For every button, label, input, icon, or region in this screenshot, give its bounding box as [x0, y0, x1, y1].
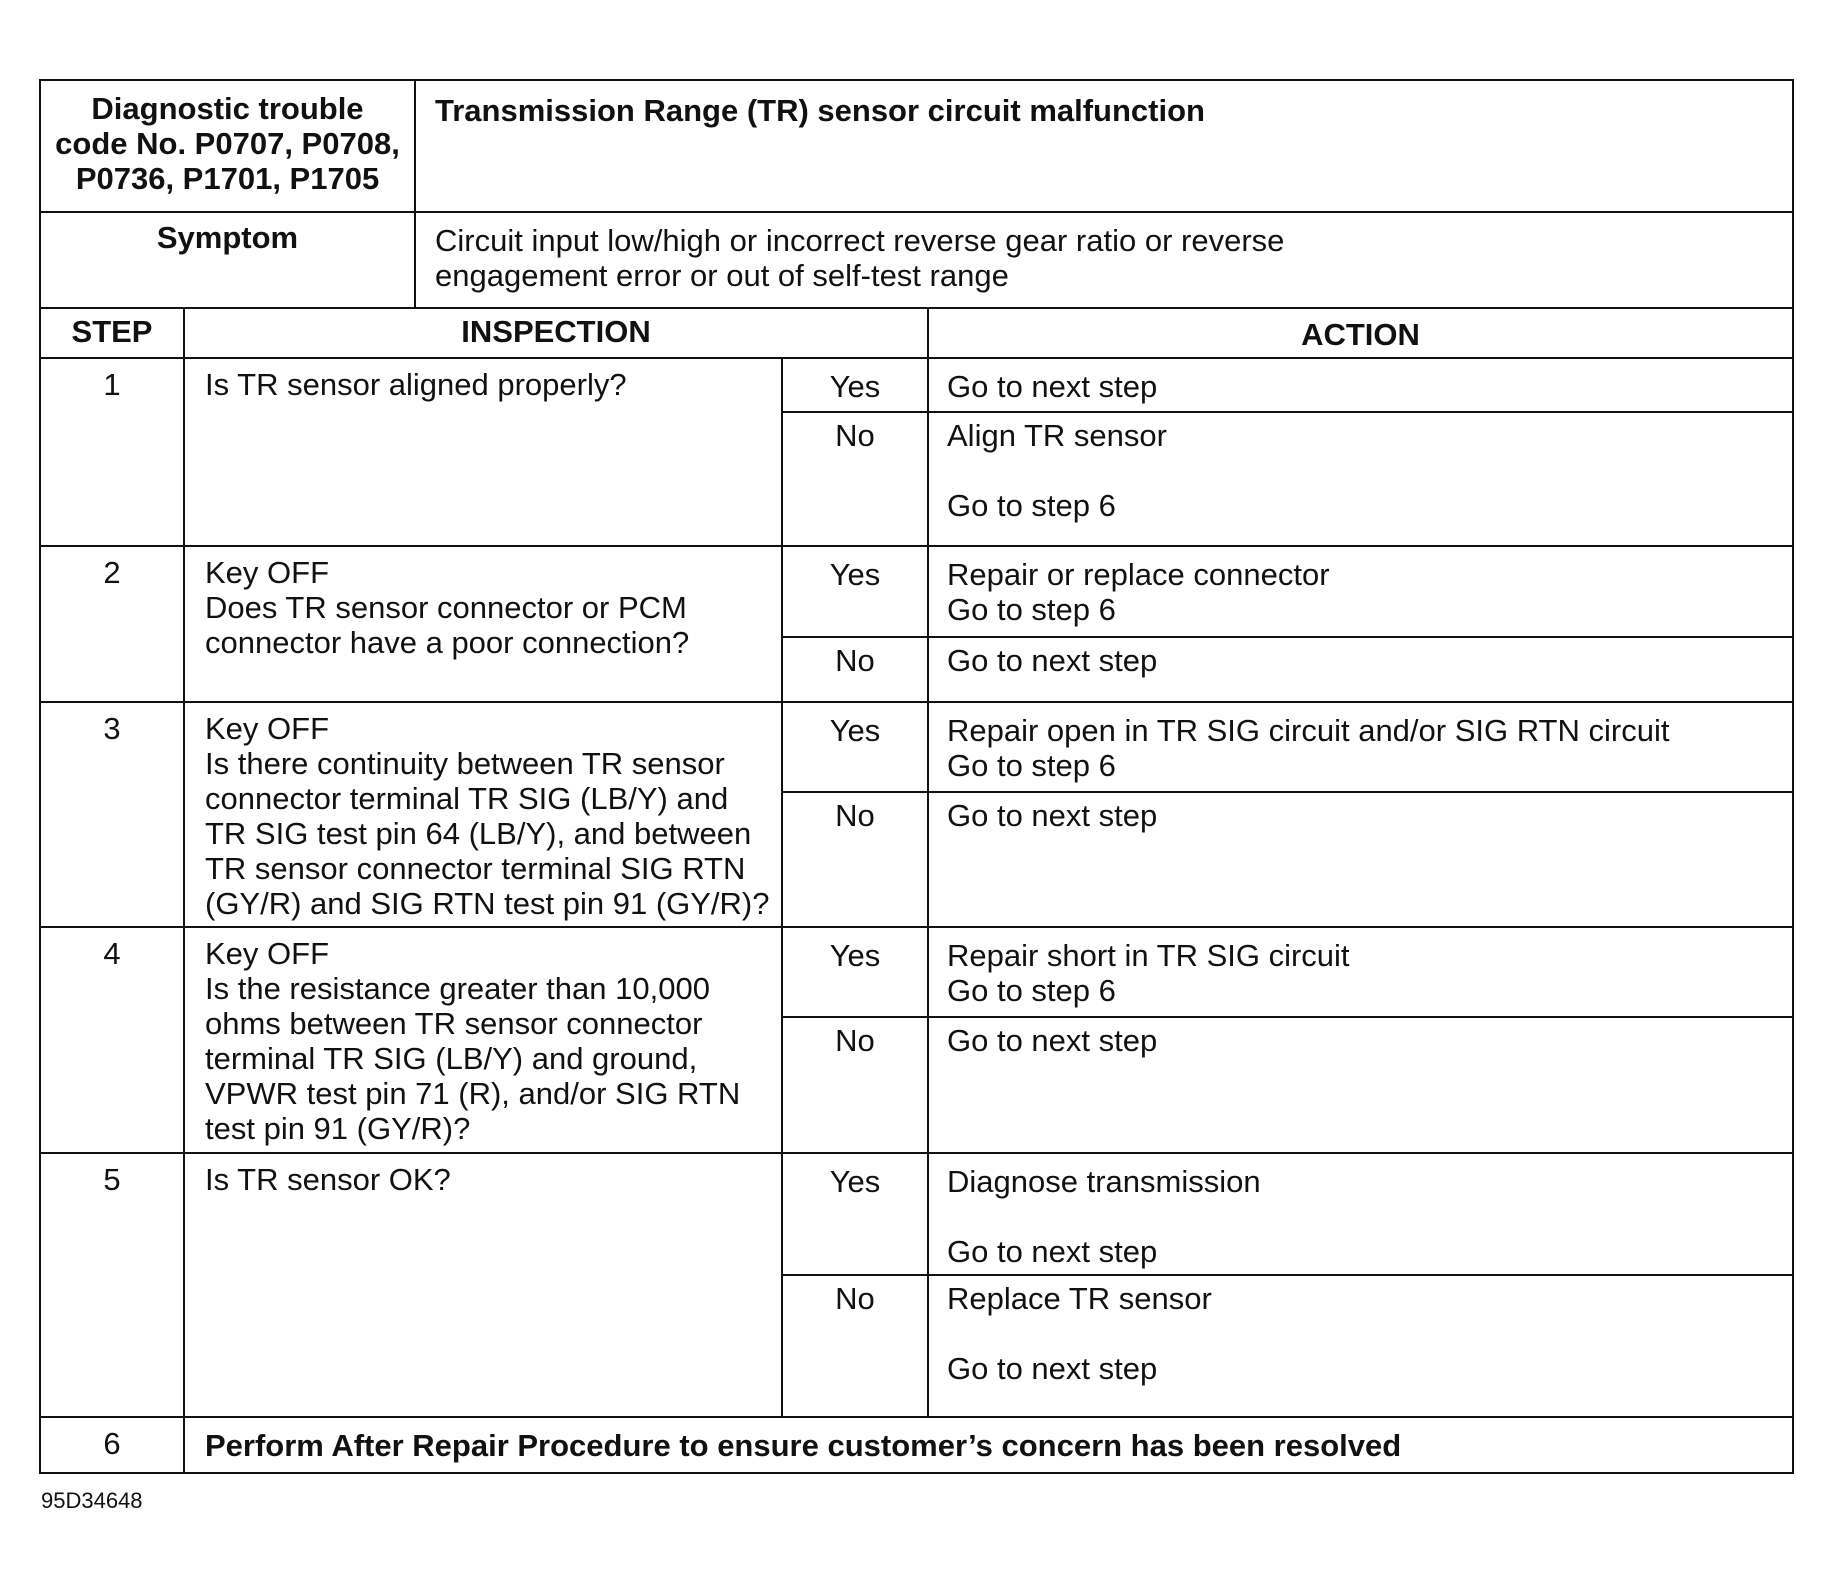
- action-text: Repair short in TR SIG circuit Go to step 6: [947, 938, 1350, 1008]
- answer-yes: Yes: [829, 369, 881, 404]
- answer-no: No: [835, 1023, 875, 1058]
- figure-code: 95D34648: [41, 1488, 143, 1513]
- action-text: Go to next step: [947, 369, 1158, 404]
- action-text: Repair open in TR SIG circuit and/or SIG RTN circuit Go to step 6: [947, 713, 1670, 783]
- inspection-text: Key OFF Is there continuity between TR sensor connector terminal TR SIG (LB/Y) and TR SIG test pin 64 (LB/Y), and between TR sensor connector terminal SIG RTN (GY/R) and SIG RTN test pin 91 (GY/R)?: [205, 711, 770, 921]
- column-header-action: ACTION: [1301, 317, 1420, 352]
- final-step-text: Perform After Repair Procedure to ensure customer’s concern has been resolved: [205, 1428, 1402, 1463]
- answer-yes: Yes: [829, 938, 881, 973]
- action-text: Go to next step: [947, 798, 1158, 833]
- symptom-label: Symptom: [156, 220, 299, 255]
- action-text: Align TR sensor Go to step 6: [947, 418, 1167, 523]
- inspection-text: Key OFF Does TR sensor connector or PCM connector have a poor connection?: [205, 555, 690, 660]
- step-number: 6: [103, 1426, 121, 1461]
- answer-yes: Yes: [829, 557, 881, 592]
- action-text: Go to next step: [947, 643, 1158, 678]
- inspection-text: Is TR sensor OK?: [205, 1162, 451, 1197]
- action-text: Go to next step: [947, 1023, 1158, 1058]
- column-header-inspection: INSPECTION: [461, 314, 651, 349]
- answer-yes: Yes: [829, 1164, 881, 1199]
- step-number: 4: [103, 936, 121, 971]
- step-number: 2: [103, 555, 121, 590]
- answer-no: No: [835, 798, 875, 833]
- dtc-label: Diagnostic trouble code No. P0707, P0708, P0736, P1701, P1705: [55, 91, 400, 196]
- answer-no: No: [835, 418, 875, 453]
- step-number: 5: [103, 1162, 121, 1197]
- dtc-title: Transmission Range (TR) sensor circuit malfunction: [435, 93, 1205, 128]
- answer-no: No: [835, 1281, 875, 1316]
- action-text: Replace TR sensor Go to next step: [947, 1281, 1212, 1386]
- step-number: 3: [103, 711, 121, 746]
- step-number: 1: [103, 367, 121, 402]
- column-header-step: STEP: [71, 314, 153, 349]
- action-text: Repair or replace connector Go to step 6: [947, 557, 1330, 627]
- action-text: Diagnose transmission Go to next step: [947, 1164, 1261, 1269]
- answer-no: No: [835, 643, 875, 678]
- inspection-text: Is TR sensor aligned properly?: [205, 367, 627, 402]
- symptom-text: Circuit input low/high or incorrect reverse gear ratio or reverse engagement error or out of self-test range: [435, 223, 1285, 293]
- answer-yes: Yes: [829, 713, 881, 748]
- diagnostic-table: [39, 79, 1794, 1474]
- inspection-text: Key OFF Is the resistance greater than 10,000 ohms between TR sensor connector terminal TR SIG (LB/Y) and ground, VPWR test pin 71 (R), and/or SIG RTN test pin 91 (GY/R)?: [205, 936, 741, 1146]
